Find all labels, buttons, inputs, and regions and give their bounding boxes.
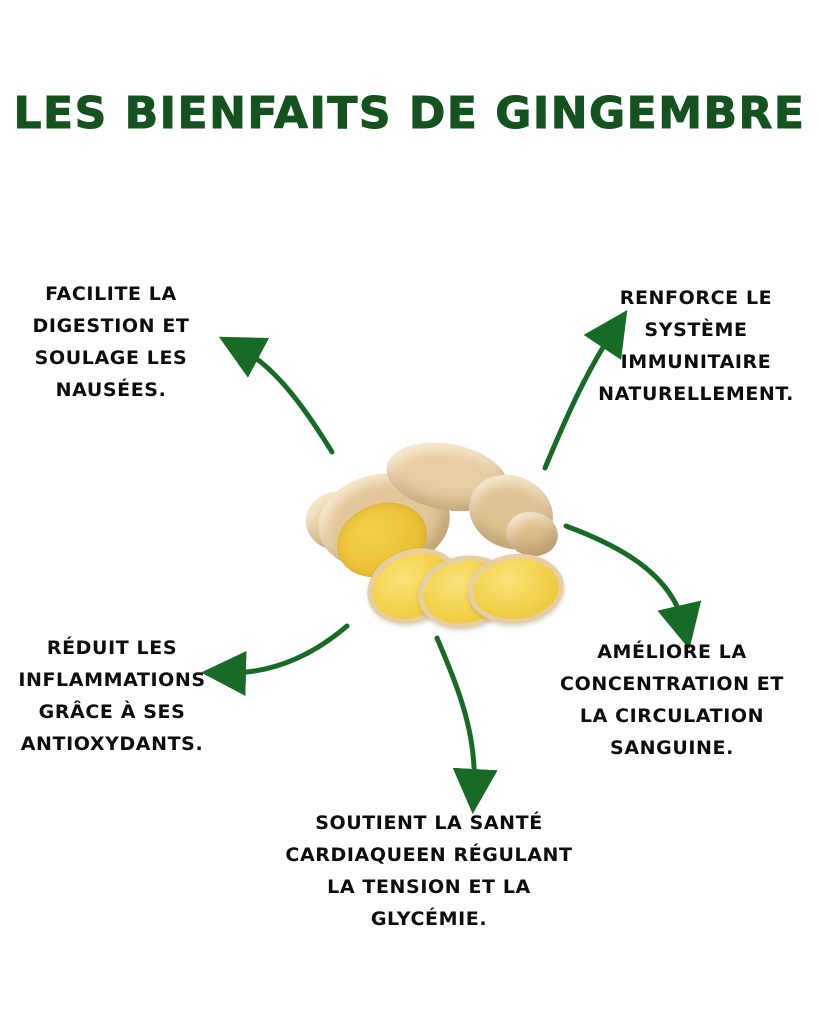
arrow-digestion <box>240 348 332 452</box>
benefit-circulation: AMÉLIORE LA CONCENTRATION ET LA CIRCULATION SANGUINE. <box>560 641 784 759</box>
benefit-digestion: FACILITE LA DIGESTION ET SOULAGE LES NAUSÉES. <box>32 283 190 401</box>
ginger-root-illustration <box>300 438 568 638</box>
arrow-coeur <box>437 638 474 790</box>
benefit-inflammation: RÉDUIT LES INFLAMMATIONS GRÂCE À SES ANTIOXYDANTS. <box>18 637 206 755</box>
page-title: LES BIENFAITS DE GINGEMBRE <box>13 88 806 139</box>
benefit-coeur: SOUTIENT LA SANTÉ CARDIAQUEEN RÉGULANT LA TENSION ET LA GLYCÉMIE. <box>285 812 573 930</box>
benefit-immunite: RENFORCE LE SYSTÈME IMMUNITAIRE NATURELLEMENT. <box>598 287 794 405</box>
arrow-circulation <box>566 526 684 626</box>
